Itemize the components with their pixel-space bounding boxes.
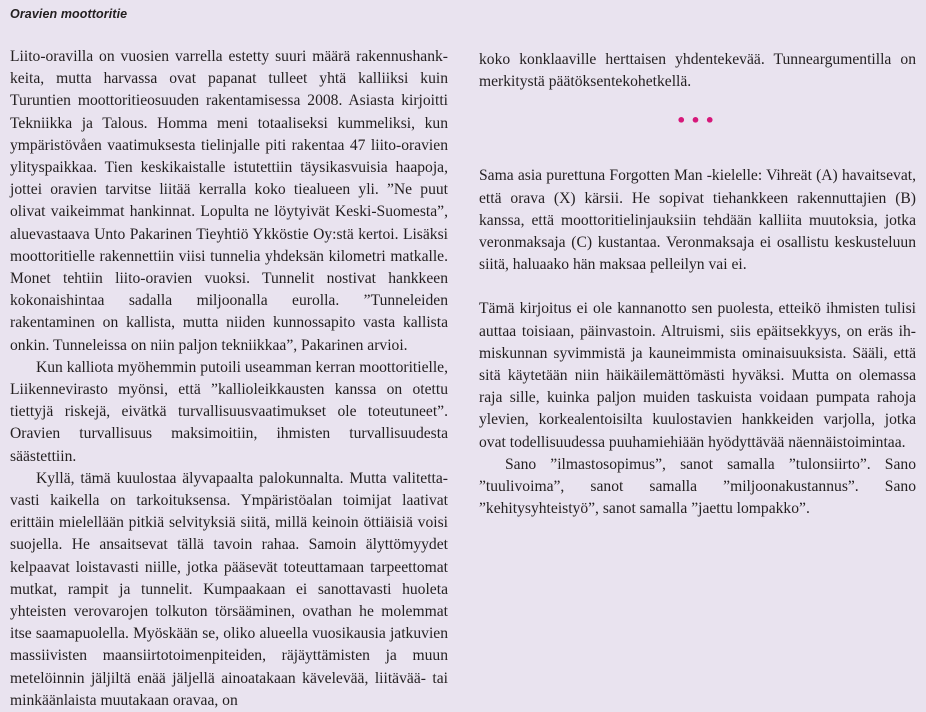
spacer: [479, 276, 916, 298]
paragraph: Liito-oravilla on vuosien varrella estetty suuri määrä rakennushankkeita, mutta harvassa ovat papanat tulleet yhtä kalliiksi kuin Turuntien moottoritieosuuden rakentamisessa 2008. Asiasta kirjoitti Tekniikka ja Talous. Homma meni totaaliseksi kummeliksi, kun ympäristövåen vaatimuksesta tielinjalle piti rakentaa 47 liito-oravien ylityspaikkaa. Tien keskikaistalle istutettiin täysikasvuisia haapoja, jottei oravien tarvitse liitää kerralla koko tiealueen yli. ”Ne puut olivat vaikeimmat hankinnat. Lopulta ne löytyivät Keski-Suomesta”, aluevastaava Unto Pakarinen Tieyhtiö Ykköstie Oy:stä kertoi. Lisäksi moottoritielle rakennettiin viisi tunnelia yhdeksän kilometri matkalle. Monet tehtiin liito-oravien vuoksi. Tunnelit nostivat hankkeen kokonaishintaa sadalla miljoonalla eurolla. ”Tunneleiden rakentaminen on kallista, mutta niiden kunnossapito vasta kallista onkin. Tunneleissa on niin paljon tekniikkaa”, Pakarinen arvioi.: [10, 48, 448, 354]
paragraph: Tämä kirjoitus ei ole kannanotto sen puolesta, etteikö ihmisten tulisi auttaa toisiaan, päinvastoin. Altruismi, siis epäitsekkyys, on eräs ihmiskunnan syvimmistä ja kauneimmista ominaisuuksista. Sääli, että sitä käytetään niin häikäilemättömästi hyväksi. Mutta on olemassa raja sille, kuinka paljon muiden taskuista voidaan pumpata rahoja ylevien, korkealentoisilta kuulostavien hankkeiden varjolla, jotka ovat todellisuudessa puuhamiehiään hyödyttävää näennäistoimintaa.: [479, 300, 916, 451]
left-column: [10, 46, 448, 712]
paragraph: Kyllä, tämä kuulostaa älyvapaalta palokunnalta. Mutta valitettavasti kaikella on tarkoituksensa. Ympäristöalan toimijat laativat erittäin mielellään pitkiä selvityksiä siitä, millä keinoin öttiäisiä voisi suojella. He ansaitsevat tällä tavoin rahaa. Samoin älyttömyydet kelpaavat loistavasti niille, jotka pääsevät toteuttamaan tarpeettomat mutkat, rampit ja tunnelit. Kumpaakaan ei sanottavasti huoleta yhteisten verovarojen tolkuton törsääminen, ovathan he molemmat itse saamapuolella. Myöskään se, oliko alueella vuosikausia jatkuvien massiivisten maansiirtotoimenpiteiden, räjäyttämisten ja muun metelöinnin jäljiltä enää jäljellä ainoatakaan kävelevää, liitävää- tai minkäänlaista muutakaan oravaa, on: [10, 469, 448, 709]
article-title: Oravien moottoritie: [10, 7, 128, 21]
paragraph-continuation: koko konklaaville herttaisen yhdentekevää. Tunneargumentilla on merkitystä päätöksentekohetkellä.: [479, 51, 916, 91]
paragraph: Sama asia purettuna Forgotten Man -kielelle: Vihreät (A) havaitsevat, että orava (X) kärsii. He sopivat tiehankkeen rakennuttajien (B) kanssa, että moottoritielinjauksiin tehdään kalliita muutoksia, jotka veronmaksaja (C) kustantaa. Veronmaksaja ei osallistu keskusteluun siitä, haluaako hän maksaa pelleilyn vai ei.: [479, 167, 916, 274]
paragraph: Kun kalliota myöhemmin putoili useamman kerran moottoritielle, Liikennevirasto myönsi, että ”kallioleikkausten kanssa on otettu tiettyjä riskejä, eivätkä turvallisuusvaatimukset ole toteutuneet”. Oravien turvallisuus maksimoitiin, ihmisten turvallisuudesta säästettiin.: [10, 358, 448, 465]
paragraph: Sano ”ilmastosopimus”, sanot samalla ”tulonsiirto”. Sano ”tuulivoima”, sanot samalla ”miljoonakustannus”. Sano ”kehitysyhteistyö”, sanot samalla ”jaettu lompakko”.: [479, 455, 916, 518]
spacer: [479, 143, 916, 165]
right-column: [479, 49, 916, 520]
section-divider-ornament: •••: [676, 111, 719, 131]
